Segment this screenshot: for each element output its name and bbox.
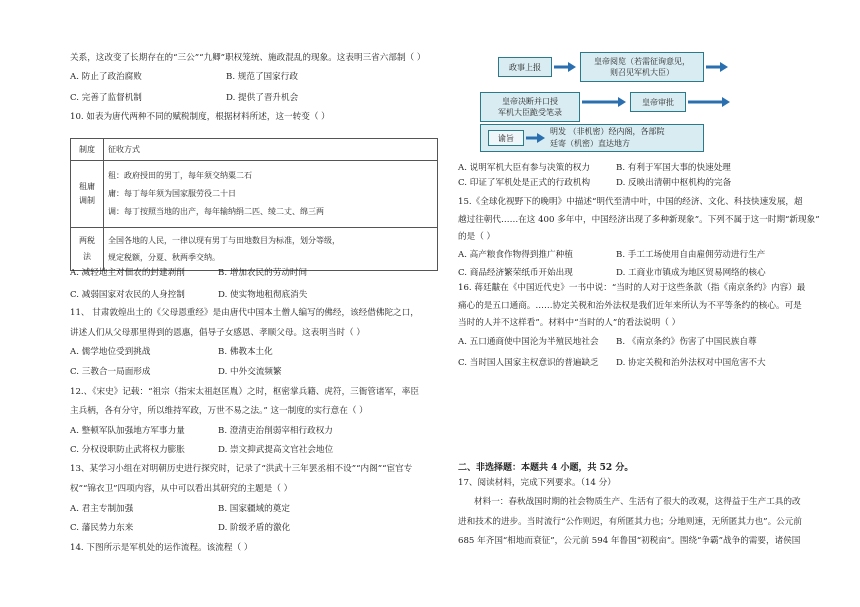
material-1-line-1: 材料一：春秋战国时期的社会物质生产、生活有了很大的改观，这得益于生产工具的改: [474, 497, 801, 507]
q13-option-c[interactable]: C. 藩民势力东来: [70, 523, 134, 533]
q15-stem-1: 15.《全球化视野下的晚明》中描述“明代至清中叶，中国的经济、文化、科技快速发展，超: [458, 197, 803, 207]
q10-stem: 10. 如表为唐代两种不同的赋税制度，根据材料所述，这一转变（ ）: [70, 112, 330, 122]
table-line: 租：政府授田的男丁，每年须交纳粟二石: [108, 171, 252, 180]
q12-option-d[interactable]: D. 崇文抑武提高文官社会地位: [218, 445, 334, 455]
table-cell-zuyongdiao: 租庸调制: [71, 161, 104, 228]
table-line: 规定税额，分夏、秋两季交纳。: [108, 253, 220, 262]
q13-option-b[interactable]: B. 国家疆域的奠定: [218, 504, 290, 514]
flow-box-approval: 皇帝审批: [630, 92, 686, 112]
material-1-line-2: 进和技术的进步。当时流行“公作则迟，有所匿其力也；分地则速，无所匿其力也”。公元前: [458, 517, 802, 527]
material-1-line-3: 685 年齐国“相地而衰征”，公元前 594 年鲁国“初税亩”。围绕“争霸”战争的需要，诸侯国: [458, 536, 801, 546]
q10-option-b[interactable]: B. 增加农民的劳动时间: [218, 268, 308, 278]
q16-stem-2: 痛心的是五口通商。……协定关税和治外法权是我们近年来所认为不平等条约的核心。可是: [458, 301, 802, 311]
table-line: 调：每丁按照当地的出产，每年输纳绢二匹、绫二丈、绵三两: [108, 207, 324, 216]
q13-stem-2: 权”“锦衣卫”四项内容，从中可以看出其研究的主题是（ ）: [70, 484, 293, 494]
q15-option-c[interactable]: C. 商品经济繁荣纸币开始出现: [458, 268, 573, 278]
q16-stem-3: 当时的人并不这样看”。材料中“当时的人”的看法说明（ ）: [458, 318, 681, 328]
flow-box-decision: 皇帝决断并口授 军机大臣跪受笔录: [480, 92, 580, 122]
q9-option-c[interactable]: C. 完善了监督机制: [70, 93, 142, 103]
section-heading: 二、非选择题：本题共 4 小题，共 52 分。: [458, 463, 634, 473]
q12-option-c[interactable]: C. 分权设职防止武将权力膨胀: [70, 445, 185, 455]
q14-option-d[interactable]: D. 反映出清朝中枢机构的完备: [616, 178, 732, 188]
q16-option-a[interactable]: A. 五口通商使中国沦为半殖民地社会: [458, 337, 599, 347]
q11-stem-2: 讲述人们从父母那里得到的恩惠，倡导子女感恩、孝顺父母。这表明当时（ ）: [70, 328, 365, 338]
q15-option-a[interactable]: A. 高产粮食作物得到推广种植: [458, 250, 573, 260]
q16-option-b[interactable]: B. 《南京条约》伤害了中国民族自尊: [616, 337, 757, 347]
flow-arrow-right: [554, 61, 578, 73]
q11-stem-1: 11、 甘肃敦煌出土的《父母恩重经》是由唐代中国本土僧人编写的佛经，该经借佛陀之口，: [70, 308, 419, 318]
q12-option-a[interactable]: A. 整顿军队加强地方军事力量: [70, 426, 185, 436]
flow-box-review: 皇帝阅览（若需征询意见， 则召见军机大臣）: [580, 52, 704, 82]
q12-stem-2: 主兵柄，各有分守，所以维持军政，万世不易之法。” 这一制度的实行意在（ ）: [70, 406, 368, 416]
q10-option-c[interactable]: C. 减弱国家对农民的人身控制: [70, 290, 185, 300]
table-header-system: 制度: [71, 139, 104, 161]
q14-option-a[interactable]: A. 说明军机大臣有参与决策的权力: [458, 163, 590, 173]
flow-arrow-right: [526, 132, 548, 144]
table-cell-zuyongdiao-desc: [104, 161, 438, 228]
q14-stem: 14. 下图所示是军机处的运作流程。该流程（ ）: [70, 543, 253, 553]
q15-option-b[interactable]: B. 手工工场使用自由雇佣劳动进行生产: [616, 250, 766, 260]
q11-option-c[interactable]: C. 三教合一局面形成: [70, 367, 151, 377]
q15-stem-2: 越过往朝代……在这 400 多年中，中国经济出现了多种新现象”。下列不属于这一时期“新现象”: [458, 215, 820, 225]
table-cell-liangshui-desc: [104, 228, 438, 271]
table-header-method: 征收方式: [104, 139, 438, 161]
table-line: 全国各地的人民，一律以现有男丁与田地数目为标准，划分等级，: [108, 236, 340, 245]
flow-edict-routes: 明发 （非机密）经内阁，各部院 廷寄（机密）直达地方: [550, 127, 665, 148]
flow-box-edict: 谕旨: [488, 130, 524, 146]
q9-option-b[interactable]: B. 规范了国家行政: [226, 72, 298, 82]
q14-option-c[interactable]: C. 印证了军机处是正式的行政机构: [458, 178, 591, 188]
q15-option-d[interactable]: D. 工商业市镇成为地区贸易网络的核心: [616, 268, 766, 278]
q12-stem-1: 12.、《宋史》记载：“祖宗（指宋太祖赵匡胤）之时，枢密掌兵籍、虎符，三衙管诸军，率臣: [70, 387, 419, 397]
flow-box-report: 政事上报: [498, 57, 552, 77]
q9-option-a[interactable]: A. 防止了政治腐败: [70, 72, 142, 82]
flow-arrow-right: [688, 96, 732, 108]
q15-stem-3: 的是（ ）: [458, 232, 496, 242]
q12-option-b[interactable]: B. 澄清吏治削弱宰相行政权力: [218, 426, 333, 436]
q14-option-b[interactable]: B. 有利于军国大事的快速处理: [616, 163, 731, 173]
flow-arrow-right: [706, 61, 730, 73]
q13-option-a[interactable]: A. 君主专制加强: [70, 504, 134, 514]
q13-stem-1: 13、某学习小组在对明朝历史进行探究时，记录了“洪武十三年罢丞相不设”“内阁”“宦官专: [70, 464, 413, 474]
q11-option-a[interactable]: A. 儒学地位受到挑战: [70, 347, 151, 357]
tax-table: [70, 138, 438, 271]
q10-option-d[interactable]: D. 使实物地租彻底消失: [218, 290, 308, 300]
q9-stem-tail: 关系，这改变了长期存在的“三公”“九卿”职权笼统、施政混乱的现象。这表明三省六部制（ ）: [70, 53, 426, 63]
flow-arrow-right: [582, 96, 628, 108]
q10-option-a[interactable]: A. 减轻地主对佃农的封建剥削: [70, 268, 185, 278]
table-cell-liangshui: 两税法: [71, 228, 104, 271]
q9-option-d[interactable]: D. 提供了晋升机会: [226, 93, 299, 103]
q16-option-d[interactable]: D. 协定关税和治外法权对中国危害不大: [616, 358, 766, 368]
q11-option-d[interactable]: D. 中外交流频繁: [218, 367, 282, 377]
q17-stem: 17、阅读材料，完成下列要求。（14 分）: [458, 478, 616, 488]
q16-option-c[interactable]: C. 当时国人国家主权意识的普遍缺乏: [458, 358, 599, 368]
q16-stem-1: 16. 蒋廷黻在《中国近代史》一书中说：“当时的人对于这些条款（指《南京条约》内容）最: [458, 283, 806, 293]
q13-option-d[interactable]: D. 阶级矛盾的激化: [218, 523, 291, 533]
q11-option-b[interactable]: B. 佛教本土化: [218, 347, 273, 357]
table-line: 庸：每丁每年须为国家服劳役二十日: [108, 189, 236, 198]
